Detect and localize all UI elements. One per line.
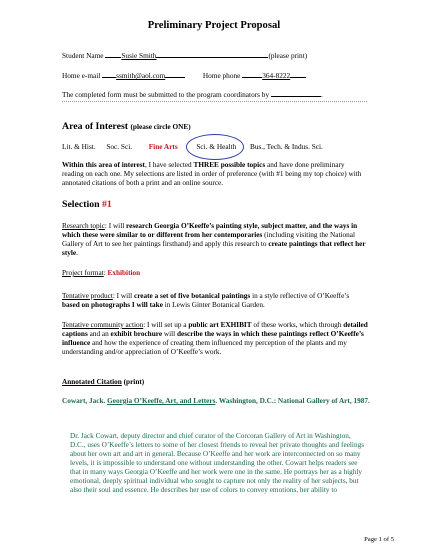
student-name-value[interactable]: Susie Smith bbox=[121, 51, 157, 60]
selection-circle bbox=[186, 134, 244, 160]
citation-entry: Cowart, Jack. Georgia O’Keeffe, Art, and Letters. Washington, D.C.: National Gallery of Art, 1987. bbox=[62, 397, 370, 405]
submit-date-field[interactable] bbox=[271, 89, 321, 97]
research-topic-label: Research topic bbox=[62, 222, 105, 230]
phone-value[interactable]: 364-8222 bbox=[262, 71, 291, 80]
email-value[interactable]: ssmith@aol.com bbox=[116, 71, 166, 80]
community-action-paragraph: Tentative community action: I will set up a public art EXHIBIT of these works, which through detailed captions and an exhibit brochure will describe the ways in which these paintings reflect O’Keeffe’s influence and how the experience of creating them influenced my perception of the plants and my understanding and/or appreciation of O’Keeffe’s work. bbox=[62, 321, 368, 356]
project-format-value: Exhibition bbox=[107, 269, 141, 277]
community-action-label: Tentative community action bbox=[62, 321, 144, 329]
area-heading: Area of Interest (please circle ONE) bbox=[62, 121, 191, 132]
area-heading-note: (please circle ONE) bbox=[130, 122, 191, 131]
submit-note: The completed form must be submitted to the program coordinators by bbox=[62, 90, 270, 99]
contact-row bbox=[62, 70, 306, 80]
project-format-label: Project format bbox=[62, 269, 104, 277]
dotted-divider bbox=[62, 101, 367, 102]
area-option-fine-arts[interactable]: Fine Arts bbox=[148, 142, 178, 151]
area-option-lit-hist[interactable]: Lit. & Hist. bbox=[62, 142, 96, 151]
area-option-sci-health[interactable]: Sci. & Health bbox=[196, 142, 237, 151]
submit-note-row: The completed form must be submitted to the program coordinators by . bbox=[62, 90, 323, 99]
selection-number: #1 bbox=[102, 199, 112, 210]
student-name-suffix: (please print) bbox=[268, 51, 308, 60]
citation-title: Georgia O’Keeffe, Art, and Letters bbox=[107, 397, 216, 405]
annotation-paragraph: Dr. Jack Cowart, deputy director and chief curator of the Corcoran Gallery of Art in Washington, D.C., uses O’Keeffe’s letters to some of her closest friends to reveal her private thoughts and feelings about her own art and art in general. Because O’Keeffe and her work are interconnected on so many levels, it is impossible to understand one without understanding the other. Cowart helps readers see that in many ways Georgia O’Keeffe and her work were one in the same. He portrays her as a highly emotional, deeply spiritual individual who sought to capture not only the reality of her subjects, but also their soul and essence. He describes her use of colors to convey emotions, her ability to bbox=[70, 432, 365, 494]
project-format-row: Project format: Exhibition bbox=[62, 269, 141, 277]
research-topic-paragraph: Research topic: I will research Georgia O’Keeffe’s painting style, subject matter, and the ways in which these were similar to or different from her contemporaries (including visiting the National Gallery of Art to see her paintings firsthand) and apply this research to create paintings that reflect her style. bbox=[62, 222, 366, 257]
student-name-label: Student Name bbox=[62, 51, 104, 60]
annotated-citation-heading: Annotated Citation (print) bbox=[62, 378, 145, 386]
tentative-product-label: Tentative product bbox=[62, 292, 113, 300]
area-option-soc-sci[interactable]: Soc. Sci. bbox=[106, 142, 133, 151]
tentative-product-paragraph: Tentative product: I will create a set of five botanical paintings in a style reflective of O’Keeffe’s based on photographs I will take in Lewis Ginter Botanical Garden. bbox=[62, 292, 350, 309]
area-option-bus-tech[interactable]: Bus., Tech. & Indus. Sci. bbox=[249, 142, 323, 151]
page-title: Preliminary Project Proposal bbox=[147, 20, 281, 31]
selection-heading: Selection #1 bbox=[62, 199, 112, 210]
instructions-paragraph: Within this area of interest, I have selected THREE possible topics and have done preliminary reading on each one. My selections are listed in order of preference (with #1 being my top choice) with annotated citations of both a print and an online source. bbox=[62, 161, 362, 187]
email-label: Home e-mail bbox=[62, 71, 101, 80]
student-name-row bbox=[62, 50, 307, 60]
phone-label: Home phone bbox=[202, 71, 241, 80]
page-number: Page 1 of 5 bbox=[364, 536, 394, 543]
